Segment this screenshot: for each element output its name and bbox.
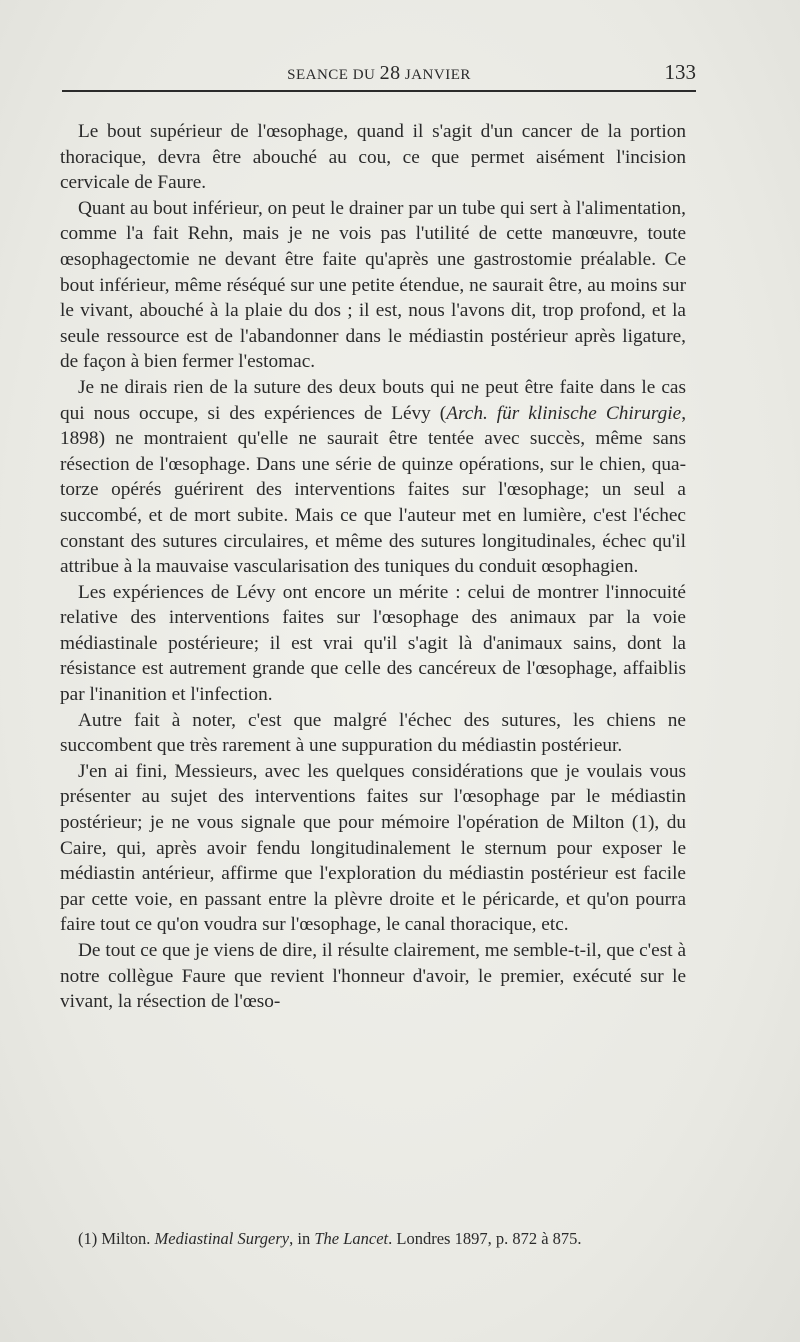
paragraph-1: Le bout supérieur de l'œsophage, quand il s'agit d'un cancer de la portion thoracique, devra être abouché au cou, ce que permet aisément l'incision cervicale de Faure. (60, 121, 686, 194)
journal-citation: Arch. für klinische Chirurgie (446, 402, 682, 424)
footnote-tail: . Londres 1897, p. 872 à 875. (388, 1229, 582, 1248)
paragraph-7: De tout ce que je viens de dire, il résulte clairement, me semble-t-il, que c'est à notre collègue Faure que revient l'honneur d'avoir, le premier, exécuté sur le vivant, la résection de l'œso- (60, 940, 686, 1013)
footnote-journal: The Lancet (314, 1229, 389, 1248)
running-title (62, 62, 696, 85)
running-title-post: JANVIER (400, 67, 471, 83)
footnote-title: Mediastinal Surgery (154, 1229, 290, 1248)
paragraph-3-text-before: Je ne dirais rien de la suture des deux bouts qui ne peut être faite dans le cas qui nous occupe, si des expériences de Lévy ( (60, 376, 686, 424)
paragraph-5: Autre fait à noter, c'est que malgré l'échec des sutures, les chiens ne succombent que très rarement à une suppuration du médiastin postérieur. (60, 709, 686, 757)
body-text (60, 119, 686, 1015)
paragraph-6: J'en ai fini, Messieurs, avec les quelques considérations que je voulais vous présenter au sujet des interventions faites sur l'œsophage par le médiastin postérieur; je ne vous signale que pour mémoire l'opération de Milton (1), du Caire, qui, après avoir fendu longitudinalement le sternum pour exposer le médiastin antérieur, affirme que l'exploration du médiastin postérieur est facile par cette voie, en passant entre la plèvre droite et le péricarde, et qu'on pourra faire tout ce qu'on voudra sur l'œsophage, le canal thoracique, etc. (60, 760, 686, 936)
page-header (62, 60, 696, 92)
paragraph-2: Quant au bout inférieur, on peut le drainer par un tube qui sert à l'alimentation, comme l'a fait Rehn, mais je ne vois pas l'utilité de cette manœuvre, toute œsophagectomie ne devant être faite qu'après une gastrostomie préalable. Ce bout inférieur, même réséqué sur une petite étendue, ne saurait être, au moins sur le vivant, abouché à la plaie du dos ; il est, nous l'avons dit, trop profond, et la seule ressource est de l'abandonner dans le médiastin postérieur après ligature, de façon à bien fermer l'estomac. (60, 197, 686, 373)
page-number: 133 (664, 60, 696, 84)
running-title-pre: SEANCE DU (287, 67, 380, 83)
paragraph-3 (60, 375, 686, 580)
footnote-marker: (1) Milton. (78, 1229, 155, 1248)
paragraph-4: Les expériences de Lévy ont encore un mérite : celui de montrer l'innocuité relative des interventions faites sur l'œsophage des animaux par la voie médiastinale postérieure; il est vrai qu'il s'agit là d'animaux sains, dont la résistance est autrement grande que celle des cancéreux de l'œsophage, affaiblis par l'inanition et l'infection. (60, 581, 686, 706)
paragraph-3-text-after: , 1898) ne montraient qu'elle ne saurait être tentée avec succès, même sans résection de l'œsophage. Dans une série de quinze opérations, sur le chien, quatorze opérés guérirent des interventions faites sur l'œsophage; un seul a succombé, et de mort subite. Mais ce que l'auteur met en lumière, c'est l'échec constant des sutures circulaires, et même des sutures longitudinales, échec qu'il attribue à la mauvaise vascularisation des tuniques du conduit œsophagien. (60, 402, 687, 578)
footnote-mid: , in (289, 1229, 315, 1248)
footnote (60, 1228, 696, 1250)
running-title-date: 28 (379, 62, 401, 84)
